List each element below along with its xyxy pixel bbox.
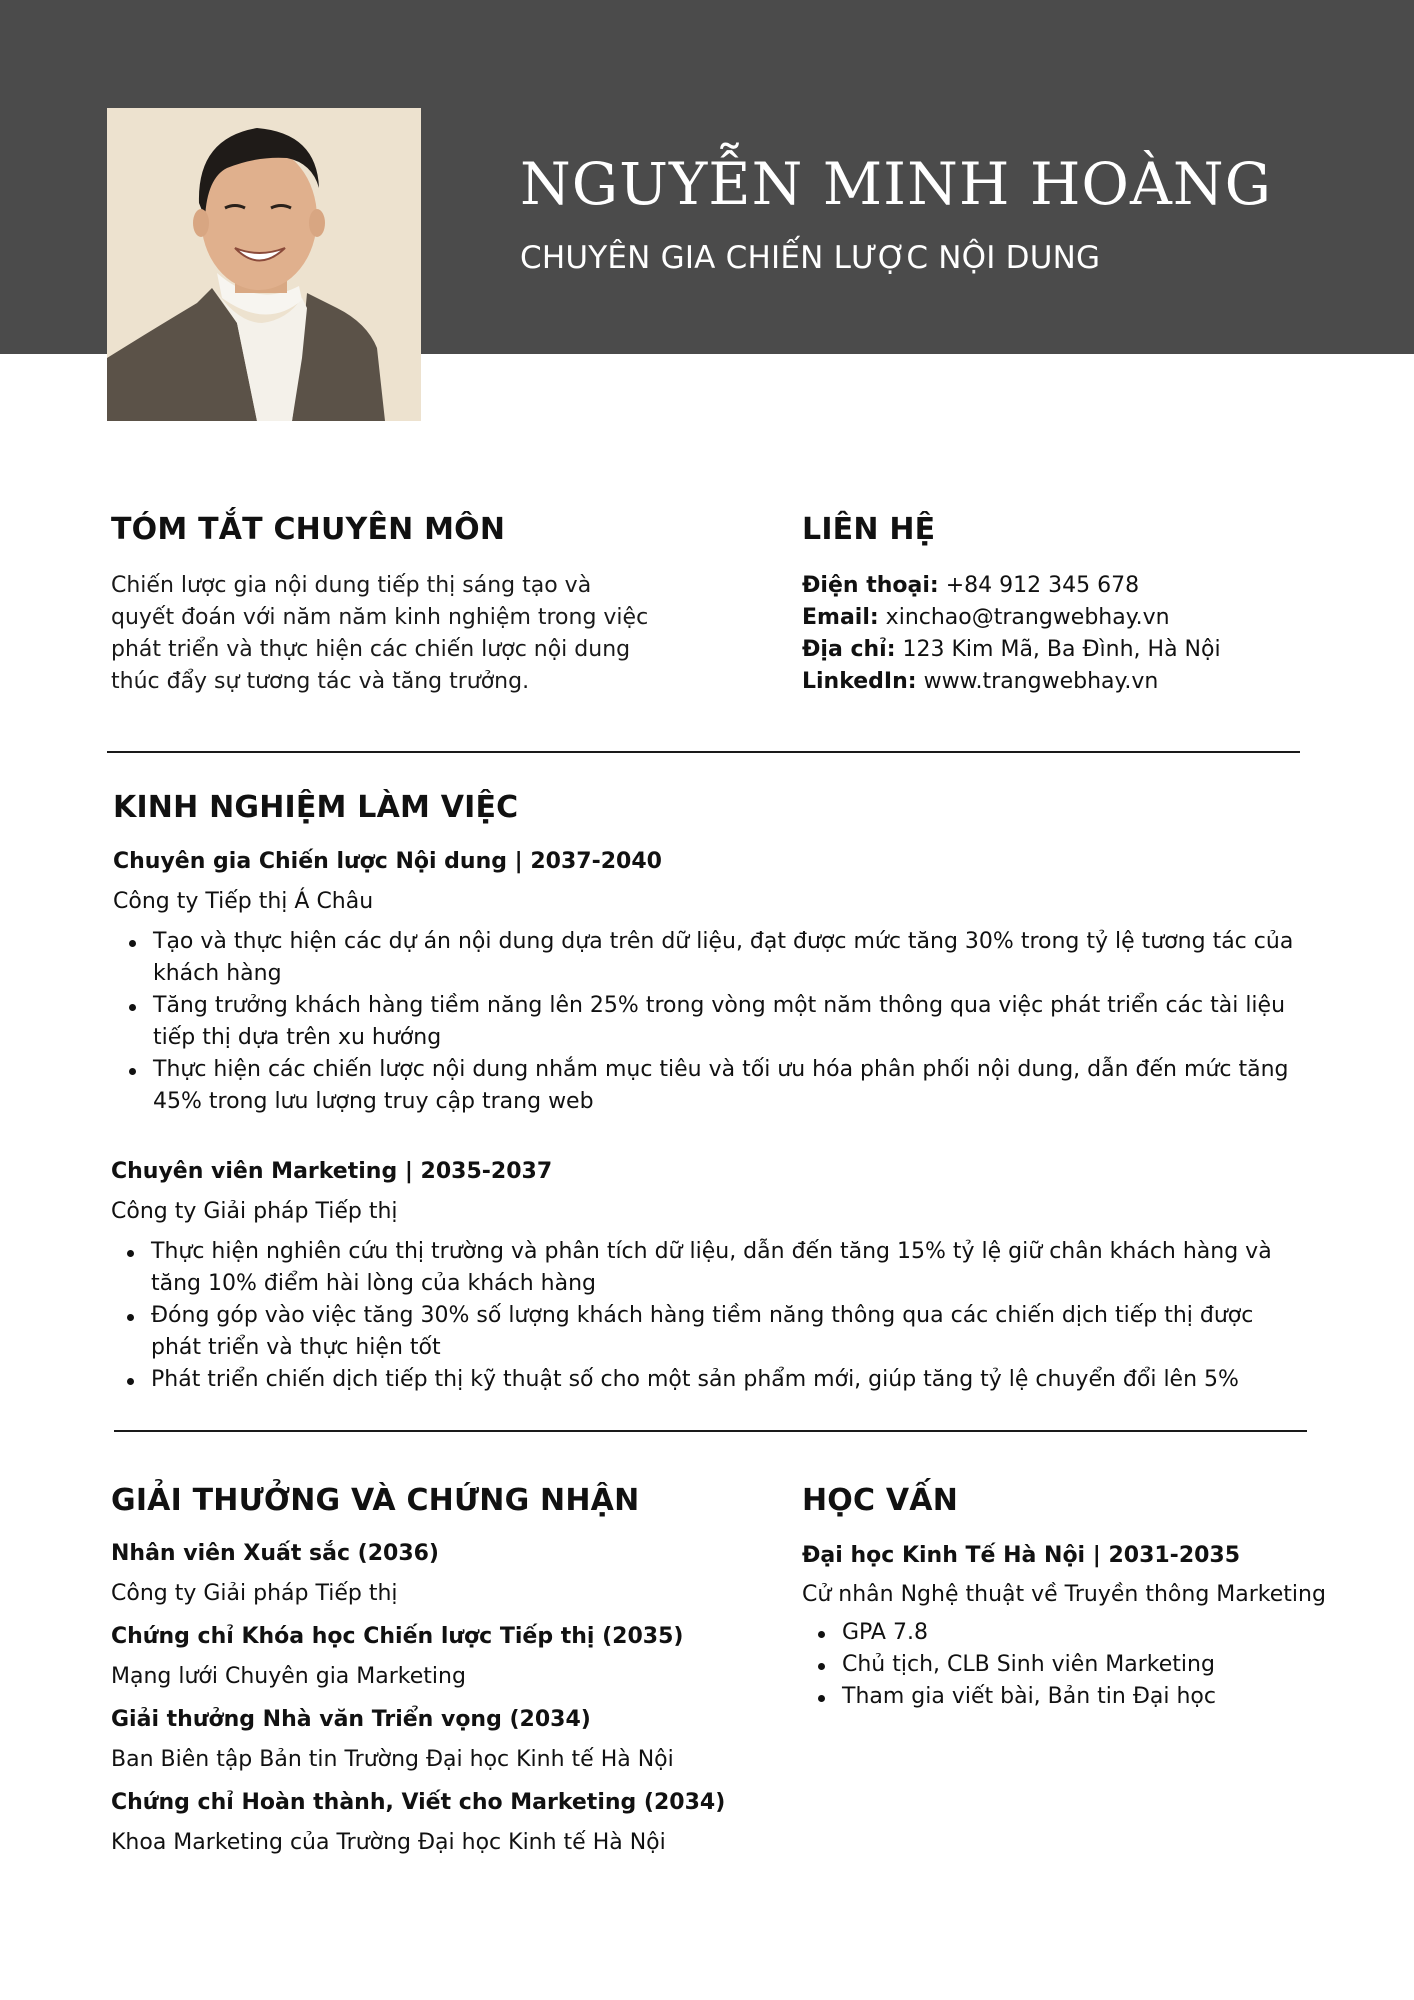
section-divider <box>114 1430 1307 1432</box>
summary-line: thúc đẩy sự tương tác và tăng trưởng. <box>111 669 530 694</box>
award-org: Công ty Giải pháp Tiếp thị <box>111 1581 398 1606</box>
list-item <box>802 1617 1362 1649</box>
bullet-text: Tạo và thực hiện các dự án nội dung dựa trên dữ liệu, đạt được mức tăng 30% trong tỷ lệ tương tác của khách hàng <box>153 929 1294 986</box>
summary-line: quyết đoán với năm năm kinh nghiệm trong việc <box>111 605 649 630</box>
education-school: Đại học Kinh Tế Hà Nội | 2031-2035 <box>802 1543 1241 1568</box>
bullet-icon <box>129 1068 136 1075</box>
award-item <box>111 1787 751 1859</box>
bullet-icon <box>127 1250 134 1257</box>
list-item <box>111 1300 1281 1364</box>
list-item <box>111 1236 1281 1300</box>
section-divider <box>107 751 1300 753</box>
contact-value[interactable]: www.trangwebhay.vn <box>916 669 1159 694</box>
bullet-text: Chủ tịch, CLB Sinh viên Marketing <box>842 1652 1215 1677</box>
experience-heading: KINH NGHIỆM LÀM VIỆC <box>113 790 519 825</box>
summary-line: phát triển và thực hiện các chiến lược nội dung <box>111 637 631 662</box>
bullet-icon <box>818 1695 825 1702</box>
bullet-text: GPA 7.8 <box>842 1620 928 1645</box>
education-block <box>802 1540 1362 1713</box>
job-role: Chuyên gia Chiến lược Nội dung | 2037-2040 <box>113 849 662 874</box>
award-title: Nhân viên Xuất sắc (2036) <box>111 1541 439 1566</box>
contact-label: Điện thoại: <box>802 573 939 598</box>
job-company: Công ty Tiếp thị Á Châu <box>113 889 374 914</box>
education-bullets <box>802 1617 1362 1713</box>
awards-list <box>111 1538 751 1870</box>
job-company: Công ty Giải pháp Tiếp thị <box>111 1199 398 1224</box>
contact-value: 123 Kim Mã, Ba Đình, Hà Nội <box>895 637 1221 662</box>
bullet-text: Đóng góp vào việc tăng 30% số lượng khách hàng tiềm năng thông qua các chiến dịch tiếp thị được phát triển và thực hiện tốt <box>151 1303 1254 1360</box>
award-item <box>111 1704 751 1776</box>
contact-label: Địa chỉ: <box>802 637 896 662</box>
job-entry <box>113 846 1313 1118</box>
bullet-text: Tham gia viết bài, Bản tin Đại học <box>842 1684 1216 1709</box>
award-title: Chứng chỉ Khóa học Chiến lược Tiếp thị (2035) <box>111 1624 684 1649</box>
contact-email <box>802 602 1362 634</box>
contact-address <box>802 634 1362 666</box>
list-item <box>113 926 1313 990</box>
candidate-title: CHUYÊN GIA CHIẾN LƯỢC NỘI DUNG <box>520 240 1101 276</box>
contact-heading: LIÊN HỆ <box>802 512 936 547</box>
job-role: Chuyên viên Marketing | 2035-2037 <box>111 1159 553 1184</box>
bullet-text: Tăng trưởng khách hàng tiềm năng lên 25% trong vòng một năm thông qua việc phát triển các tài liệu tiếp thị dựa trên xu hướng <box>153 993 1286 1050</box>
award-title: Chứng chỉ Hoàn thành, Viết cho Marketing (2034) <box>111 1790 726 1815</box>
list-item <box>113 990 1313 1054</box>
bullet-text: Phát triển chiến dịch tiếp thị kỹ thuật số cho một sản phẩm mới, giúp tăng tỷ lệ chuyển đổi lên 5% <box>151 1367 1239 1392</box>
contact-linkedin <box>802 666 1362 698</box>
award-item <box>111 1538 751 1610</box>
education-heading: HỌC VẤN <box>802 1483 959 1518</box>
contact-phone <box>802 570 1362 602</box>
list-item <box>113 1054 1313 1118</box>
bullet-icon <box>818 1631 825 1638</box>
job-bullets <box>113 926 1313 1118</box>
contact-list <box>802 570 1362 698</box>
award-org: Mạng lưới Chuyên gia Marketing <box>111 1664 466 1689</box>
education-degree: Cử nhân Nghệ thuật về Truyền thông Marketing <box>802 1582 1326 1607</box>
bullet-icon <box>129 1004 136 1011</box>
profile-photo <box>107 108 421 421</box>
award-title: Giải thưởng Nhà văn Triển vọng (2034) <box>111 1707 591 1732</box>
bullet-text: Thực hiện nghiên cứu thị trường và phân tích dữ liệu, dẫn đến tăng 15% tỷ lệ giữ chân khách hàng và tăng 10% điểm hài lòng của khách hàng <box>151 1239 1272 1296</box>
bullet-icon <box>127 1378 134 1385</box>
summary-line: Chiến lược gia nội dung tiếp thị sáng tạo và <box>111 573 592 598</box>
bullet-icon <box>127 1314 134 1321</box>
portrait-illustration <box>107 108 421 421</box>
awards-heading: GIẢI THƯỞNG VÀ CHỨNG NHẬN <box>111 1483 640 1518</box>
candidate-name: NGUYỄN MINH HOÀNG <box>520 150 1272 218</box>
contact-value[interactable]: +84 912 345 678 <box>938 573 1140 598</box>
bullet-icon <box>129 940 136 947</box>
job-entry <box>111 1156 1281 1396</box>
contact-value[interactable]: xinchao@trangwebhay.vn <box>878 605 1170 630</box>
contact-label: Email: <box>802 605 879 630</box>
bullet-icon <box>818 1663 825 1670</box>
list-item <box>802 1681 1362 1713</box>
award-org: Khoa Marketing của Trường Đại học Kinh tế Hà Nội <box>111 1830 666 1855</box>
award-org: Ban Biên tập Bản tin Trường Đại học Kinh tế Hà Nội <box>111 1747 674 1772</box>
job-bullets <box>111 1236 1281 1396</box>
bullet-text: Thực hiện các chiến lược nội dung nhắm mục tiêu và tối ưu hóa phân phối nội dung, dẫn đến mức tăng 45% trong lưu lượng truy cập trang web <box>153 1057 1289 1114</box>
list-item <box>111 1364 1281 1396</box>
list-item <box>802 1649 1362 1681</box>
award-item <box>111 1621 751 1693</box>
contact-label: LinkedIn: <box>802 669 917 694</box>
summary-text <box>111 570 651 698</box>
summary-heading: TÓM TẮT CHUYÊN MÔN <box>111 512 506 547</box>
